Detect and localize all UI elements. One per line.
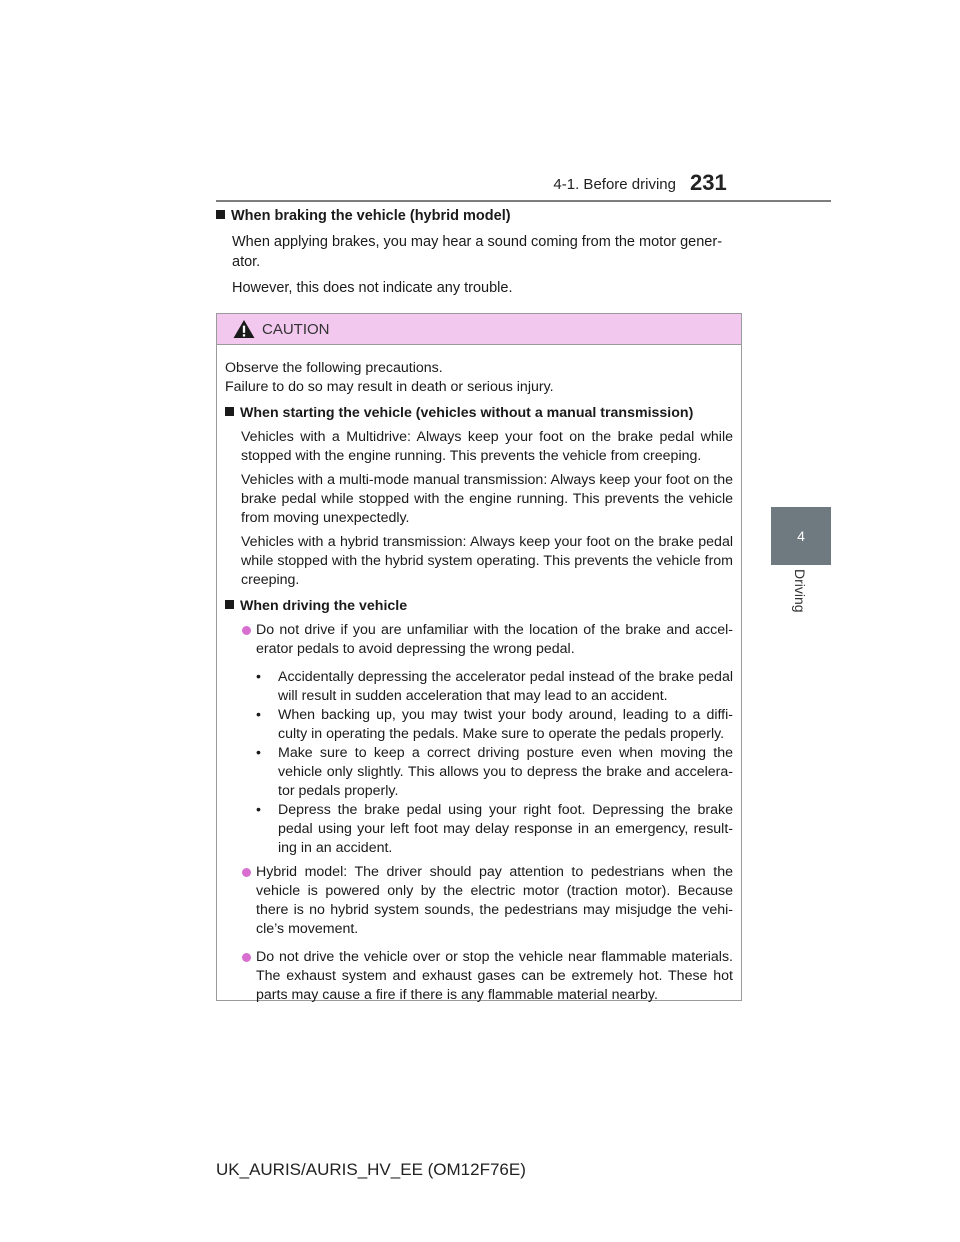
intro-paragraph: However, this does not indicate any trouble. <box>232 280 513 296</box>
sub-list-item <box>256 706 733 744</box>
caution-lead: Observe the following precautions. <box>225 360 443 376</box>
intro-paragraph: When applying brakes, you may hear a sound coming from the motor gener-ator. <box>232 234 723 270</box>
caution-header <box>217 314 741 345</box>
sub-bullet-icon: • <box>256 707 261 723</box>
caution-subheading <box>225 597 733 616</box>
list-item <box>241 948 733 1005</box>
square-bullet-icon <box>225 600 234 609</box>
caution-title: CAUTION <box>262 320 330 338</box>
caution-lead: Failure to do so may result in death or serious injury. <box>225 379 554 395</box>
caution-subheading-text: When starting the vehicle (vehicles without a manual transmission) <box>240 405 694 421</box>
sub-list <box>225 668 733 858</box>
section-title: 4-1. Before driving <box>553 176 676 193</box>
caution-subheading-text: When driving the vehicle <box>240 598 408 614</box>
chapter-tab[interactable] <box>771 507 831 565</box>
sub-item-text: When backing up, you may twist your body around, leading to a diffi-culty in operating the pedals. Make sure to operate the pedals properly. <box>278 707 733 742</box>
chapter-label-area <box>770 565 830 645</box>
intro-heading-text: When braking the vehicle (hybrid model) <box>231 208 511 224</box>
sub-item-text: Depress the brake pedal using your right foot. Depressing the brake pedal using your left foot may delay response in an emergency, result-ing in an accident. <box>278 802 733 856</box>
sub-item-text: Make sure to keep a correct driving posture even when moving the vehicle only slightly. This allows you to depress the brake and accelera-tor pedals properly. <box>278 745 733 799</box>
bullet-text: Do not drive if you are unfamiliar with the location of the brake and accel-erator pedals to avoid depressing the wrong pedal. <box>256 622 733 657</box>
caution-subheading <box>225 404 733 423</box>
caution-paragraph: Vehicles with a hybrid transmission: Always keep your foot on the brake pedal while stopped with the hybrid system operating. This prevents the vehicle from creeping. <box>241 534 733 588</box>
square-bullet-icon <box>216 210 225 219</box>
sub-item-text: Accidentally depressing the accelerator pedal instead of the brake pedal will result in sudden acceleration that may lead to an accident. <box>278 669 733 704</box>
intro-section <box>216 206 746 298</box>
caution-box <box>216 313 742 1001</box>
document-code: UK_AURIS/AURIS_HV_EE (OM12F76E) <box>216 1160 526 1179</box>
sub-bullet-icon: • <box>256 745 261 761</box>
caution-paragraph: Vehicles with a multi-mode manual transmission: Always keep your foot on the brake pedal while stopped with the engine running. This prevents the vehicle from moving unexpectedly. <box>241 472 733 526</box>
sub-list-item <box>256 744 733 801</box>
square-bullet-icon <box>225 407 234 416</box>
list-item <box>241 621 733 659</box>
caution-body <box>217 345 741 1005</box>
round-bullet-icon <box>242 868 251 877</box>
caution-paragraph: Vehicles with a Multidrive: Always keep your foot on the brake pedal while stopped with the engine running. This prevents the vehicle from creeping. <box>241 429 733 464</box>
sub-list-item <box>256 668 733 706</box>
warning-triangle-icon <box>232 319 256 339</box>
sub-bullet-icon: • <box>256 802 261 818</box>
page-number: 231 <box>690 170 727 195</box>
intro-heading <box>216 206 746 226</box>
chapter-label: Driving <box>792 569 808 613</box>
sub-bullet-icon: • <box>256 669 261 685</box>
list-item <box>241 863 733 939</box>
bullet-text: Hybrid model: The driver should pay attention to pedestrians when the vehicle is powered only by the electric motor (traction motor). Because there is no hybrid system sounds, the pedestrians may misjudge the vehi-cle’s movement. <box>256 864 733 937</box>
round-bullet-icon <box>242 626 251 635</box>
bullet-text: Do not drive the vehicle over or stop the vehicle near flammable materials. The exhaust system and exhaust gases can be extremely hot. These hot parts may cause a fire if there is any flammable material nearby. <box>256 949 733 1003</box>
sub-list-item <box>256 801 733 858</box>
header-rule <box>216 200 831 202</box>
round-bullet-icon <box>242 953 251 962</box>
chapter-number: 4 <box>797 528 805 544</box>
